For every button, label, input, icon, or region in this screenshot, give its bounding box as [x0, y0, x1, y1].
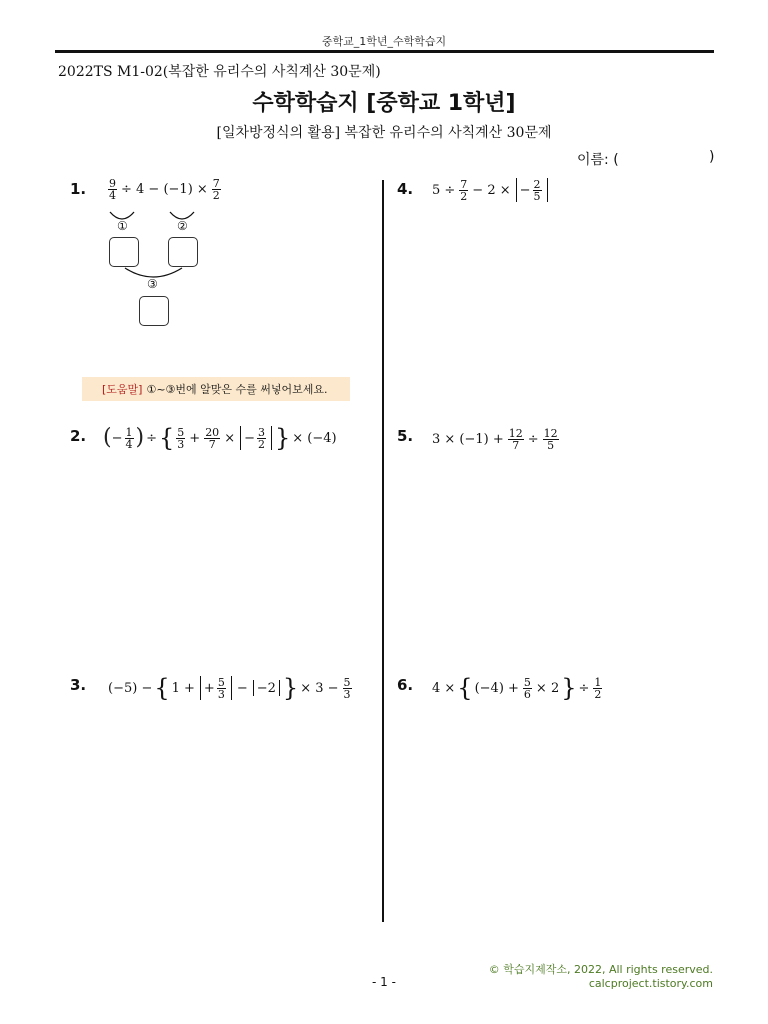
fraction: $\frac{12}{5}$ [543, 427, 558, 452]
column-divider [382, 180, 384, 922]
fraction: $\frac{1}{2}$ [594, 675, 602, 701]
answer-box-1[interactable] [109, 237, 139, 267]
header-rule [55, 50, 714, 53]
problem-3-expression: (−5) − { 1 + + $\frac{5}{3}$ − −2 } × 3 − $\frac{5}{3}$ [108, 674, 351, 702]
abs-bar [279, 680, 280, 696]
abs-bar [547, 178, 548, 202]
problem-4-expression: 5 ÷ $\frac{7}{2}$ − 2 × − $\frac{2}{5}$ [430, 178, 551, 202]
abs-bar [253, 680, 254, 696]
fraction: $\frac{5}{3}$ [343, 675, 351, 701]
hint-text: ①~③번에 알맞은 수를 써넣어보세요. [146, 383, 328, 396]
fraction: $\frac{9}{4}$ [109, 177, 116, 202]
page-header: 중학교_1학년_수학학습지 [321, 35, 447, 48]
page-subtitle: [일차방정식의 활용] 복잡한 유리수의 사칙계산 30문제 [216, 125, 552, 141]
footer-copyright: © 학습지제작소, 2022, All rights reserved. [488, 963, 713, 976]
fraction: $\frac{2}{5}$ [533, 177, 541, 203]
page-title: 수학학습지 [중학교 1학년] [252, 91, 516, 116]
problem-5-expression: 3 × (−1) + $\frac{12}{7}$ ÷ $\frac{12}{5}$ [432, 427, 558, 452]
problem-3-number: 3. [70, 676, 87, 694]
label-circled-2: ② [177, 219, 188, 233]
fraction: $\frac{12}{7}$ [508, 427, 523, 452]
label-circled-3: ③ [147, 277, 158, 291]
fraction: $\frac{1}{4}$ [125, 425, 133, 451]
problem-1-expression [106, 178, 223, 201]
footer-url-link[interactable]: calcproject.tistory.com [588, 977, 713, 990]
problem-2-expression: ( − $\frac{1}{4}$ ) ÷ { $\frac{5}{3}$ + $\frac{20}{7}$ × − $\frac{3}{2}$ } × (−4) [103, 424, 337, 452]
problem-1-number: 1. [70, 180, 87, 198]
brace-3 [125, 268, 182, 277]
problem-2-number: 2. [70, 427, 87, 445]
abs-bar [231, 676, 232, 700]
abs-bar [516, 178, 517, 202]
problem-4-number: 4. [397, 180, 414, 198]
problem-6-expression: 4 × { (−4) + $\frac{5}{6}$ × 2 } ÷ $\frac{1}{2}$ [432, 674, 602, 702]
name-label: 이름: ( [577, 152, 619, 168]
label-circled-1: ① [117, 219, 128, 233]
expression-text: ÷ 4 − (−1) × [121, 182, 208, 197]
fraction: $\frac{3}{2}$ [258, 425, 265, 451]
fraction: $\frac{7}{2}$ [212, 177, 220, 202]
worksheet-code: 2022TS M1-02(복잡한 유리수의 사칙계산 30문제) [58, 64, 381, 80]
fraction: $\frac{7}{2}$ [460, 177, 468, 203]
name-close-paren: ) [709, 149, 715, 165]
fraction: $\frac{20}{7}$ [205, 425, 220, 451]
abs-bar [240, 426, 241, 450]
brace-1 [110, 212, 134, 219]
abs-bar [271, 426, 272, 450]
brace-2 [170, 212, 194, 219]
problem-5-number: 5. [397, 427, 414, 445]
abs-bar [200, 676, 201, 700]
hint-label: [도움말] [102, 383, 143, 396]
answer-box-2[interactable] [168, 237, 198, 267]
problem-6-number: 6. [397, 676, 414, 694]
answer-box-3[interactable] [139, 296, 169, 326]
fraction: $\frac{5}{3}$ [177, 425, 185, 451]
fraction: $\frac{5}{3}$ [217, 675, 225, 701]
hint-box [82, 377, 350, 401]
page-number: - 1 - [372, 975, 396, 989]
fraction: $\frac{5}{6}$ [523, 675, 531, 701]
